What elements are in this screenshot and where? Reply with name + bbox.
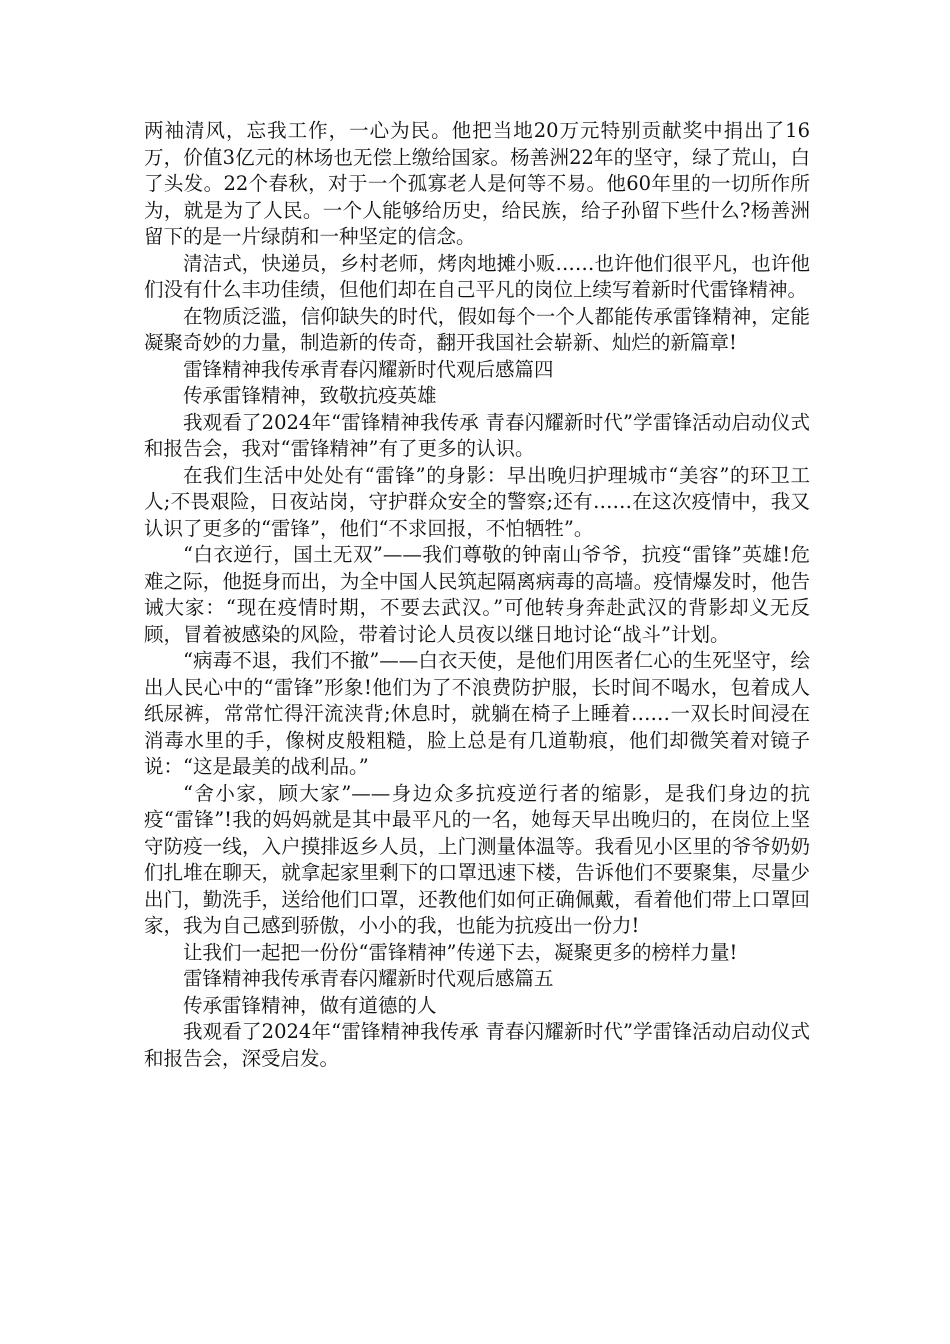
paragraph-zhong-nanshan: “白衣逆行，国土无双”——我们尊敬的钟南山爷爷，抗疫“雷锋”英雄!危难之际，他挺身而出，为全中国人民筑起隔离病毒的高墙。疫情爆发时，他告诫大家：“现在疫情时期，不要去武汉。”可他转身奔赴武汉的背影却义无反顾，冒着被感染的风险，带着讨论人员夜以继日地讨论“战斗”计划。	[144, 543, 810, 646]
paragraph-ordinary-people: 清洁式，快递员，乡村老师，烤肉地摊小贩……也许他们很平凡，也许他们没有什么丰功佳绩，但他们却在自己平凡的岗位上续写着新时代雷锋精神。	[144, 251, 810, 301]
paragraph-my-mother: “舍小家，顾大家”——身边众多抗疫逆行者的缩影，是我们身边的抗疫“雷锋”!我的妈妈就是其中最平凡的一名，她每天早出晚归的，在岗位上坚守防疫一线，入户摸排返乡人员，上门测量体温等。我看见小区里的爷爷奶奶们扎堆在聊天，就拿起家里剩下的口罩迅速下楼，告诉他们不要聚集，尽量少出门，勤洗手，送给他们口罩，还教他们如何正确佩戴，看着他们带上口罩回家，我为自己感到骄傲，小小的我，也能为抗疫出一份力!	[144, 781, 810, 937]
paragraph-new-chapter: 在物质泛滥，信仰缺失的时代，假如每个一个人都能传承雷锋精神，定能凝聚奇妙的力量，制造新的传奇，翻开我国社会崭新、灿烂的新篇章!	[144, 304, 810, 354]
paragraph-medical-workers: “病毒不退，我们不撤”——白衣天使，是他们用医者仁心的生死坚守，绘出人民心中的“雷锋”形象!他们为了不浪费防护服，长时间不喝水，包着成人纸尿裤，常常忙得汗流浃背;休息时，就躺在椅子上睡着……一双长时间浸在消毒水里的手，像树皮般粗糙，脸上总是有几道勒痕，他们却微笑着对镜子说：“这是最美的战利品。”	[144, 649, 810, 778]
section-heading-part-four: 雷锋精神我传承青春闪耀新时代观后感篇四	[183, 357, 554, 381]
section-subtitle-part-five: 传承雷锋精神，做有道德的人	[183, 993, 437, 1017]
paragraph-watched-ceremony: 我观看了2024年“雷锋精神我传承 青春闪耀新时代”学雷锋活动启动仪式和报告会，我对“雷锋精神”有了更多的认识。	[144, 410, 810, 460]
paragraph-deeply-inspired: 我观看了2024年“雷锋精神我传承 青春闪耀新时代”学雷锋活动启动仪式和报告会，深受启发。	[144, 1020, 810, 1070]
paragraph-leifeng-everywhere: 在我们生活中处处有“雷锋”的身影：早出晚归护理城市“美容”的环卫工人;不畏艰险，日夜站岗，守护群众安全的警察;还有……在这次疫情中，我又认识了更多的“雷锋”，他们“不求回报，不怕牺牲”。	[144, 463, 810, 540]
section-subtitle-part-four: 传承雷锋精神，致敬抗疫英雄	[183, 384, 437, 407]
document-page	[144, 118, 810, 1072]
paragraph-pass-on-spirit: 让我们一起把一份份“雷锋精神”传递下去，凝聚更多的榜样力量!	[183, 940, 738, 964]
section-heading-part-five: 雷锋精神我传承青春闪耀新时代观后感篇五	[183, 967, 554, 990]
paragraph-yang-shanzhou: 两袖清风，忘我工作，一心为民。他把当地20万元特别贡献奖中捐出了16万，价值3亿元的林场也无偿上缴给国家。杨善洲22年的坚守，绿了荒山，白了头发。22个春秋，对于一个孤寡老人是何等不易。他60年里的一切所作所为，就是为了人民。一个人能够给历史，给民族，给子孙留下些什么?杨善洲留下的是一片绿荫和一种坚定的信念。	[144, 119, 810, 248]
